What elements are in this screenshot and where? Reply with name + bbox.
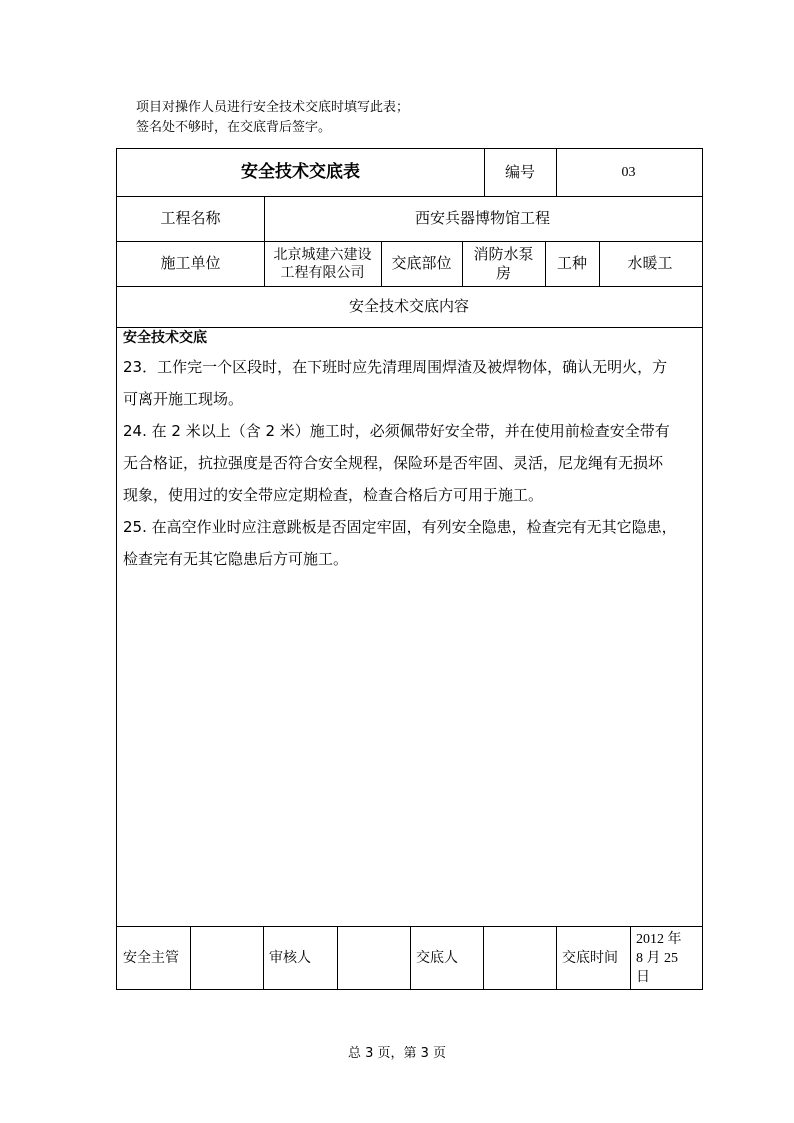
briefing-time-line3: 日 <box>636 970 650 985</box>
briefing-location-label: 交底部位 <box>391 254 452 272</box>
instruction-note-1: 项目对操作人员进行安全技术交底时填写此表； <box>136 100 410 115</box>
construction-unit-label: 施工单位 <box>160 254 221 272</box>
briefing-location-line1: 消防水泵 <box>473 244 534 263</box>
instruction-note-2: 签名处不够时，在交底背后签字。 <box>136 120 332 135</box>
trade-label: 工种 <box>556 254 587 272</box>
briefing-time-line2: 8 月 25 <box>636 951 678 966</box>
reviewer-signature[interactable] <box>337 926 410 989</box>
content-line: 无合格证，抗拉强度是否符合安全规程，保险环是否牢固、灵活，尼龙绳有无损坏 <box>123 454 664 472</box>
page-footer: 总 3 页，第 3 页 <box>347 1046 447 1061</box>
briefing-time-line1: 2012 年 <box>636 932 682 947</box>
construction-unit-value <box>264 241 381 286</box>
reviewer-label: 审核人 <box>269 949 311 966</box>
project-name-label: 工程名称 <box>160 209 221 227</box>
content-line: 检查完有无其它隐患后方可施工。 <box>123 550 349 568</box>
form-title: 安全技术交底表 <box>241 162 360 182</box>
briefing-content <box>123 330 697 575</box>
briefing-time-value <box>636 930 702 987</box>
safety-briefing-form <box>116 148 703 990</box>
content-line: 现象，使用过的安全带应定期检查，检查合格后方可用于施工。 <box>123 486 544 504</box>
content-section-header: 安全技术交底内容 <box>348 297 469 315</box>
construction-unit-line2: 工程有限公司 <box>280 264 365 281</box>
construction-unit-line1: 北京城建六建设 <box>273 246 372 263</box>
trade-value: 水暖工 <box>627 254 673 272</box>
row-divider <box>117 327 702 328</box>
content-line: 25. 在高空作业时应注意跳板是否固定牢固，有列安全隐患，检查完有无其它隐患， <box>123 518 677 536</box>
project-name-value: 西安兵器博物馆工程 <box>414 209 550 227</box>
number-value: 03 <box>621 165 636 180</box>
safety-supervisor-label: 安全主管 <box>123 949 179 966</box>
col-divider <box>630 926 631 989</box>
presenter-signature[interactable] <box>483 926 556 989</box>
briefing-time-label: 交底时间 <box>562 949 618 966</box>
content-line: 24. 在 2 米以上（含 2 米）施工时，必须佩带好安全带，并在使用前检查安全带有 <box>123 422 670 440</box>
content-title: 安全技术交底 <box>123 330 207 346</box>
number-label: 编号 <box>504 163 535 181</box>
briefing-location-line2: 房 <box>495 263 511 282</box>
briefing-location-value <box>462 241 545 286</box>
presenter-label: 交底人 <box>416 949 458 966</box>
content-line: 可离开施工现场。 <box>123 390 244 408</box>
safety-supervisor-signature[interactable] <box>190 926 263 989</box>
content-line: 23．工作完一个区段时，在下班时应先清理周围焊渣及被焊物体，确认无明火，方 <box>123 358 668 376</box>
